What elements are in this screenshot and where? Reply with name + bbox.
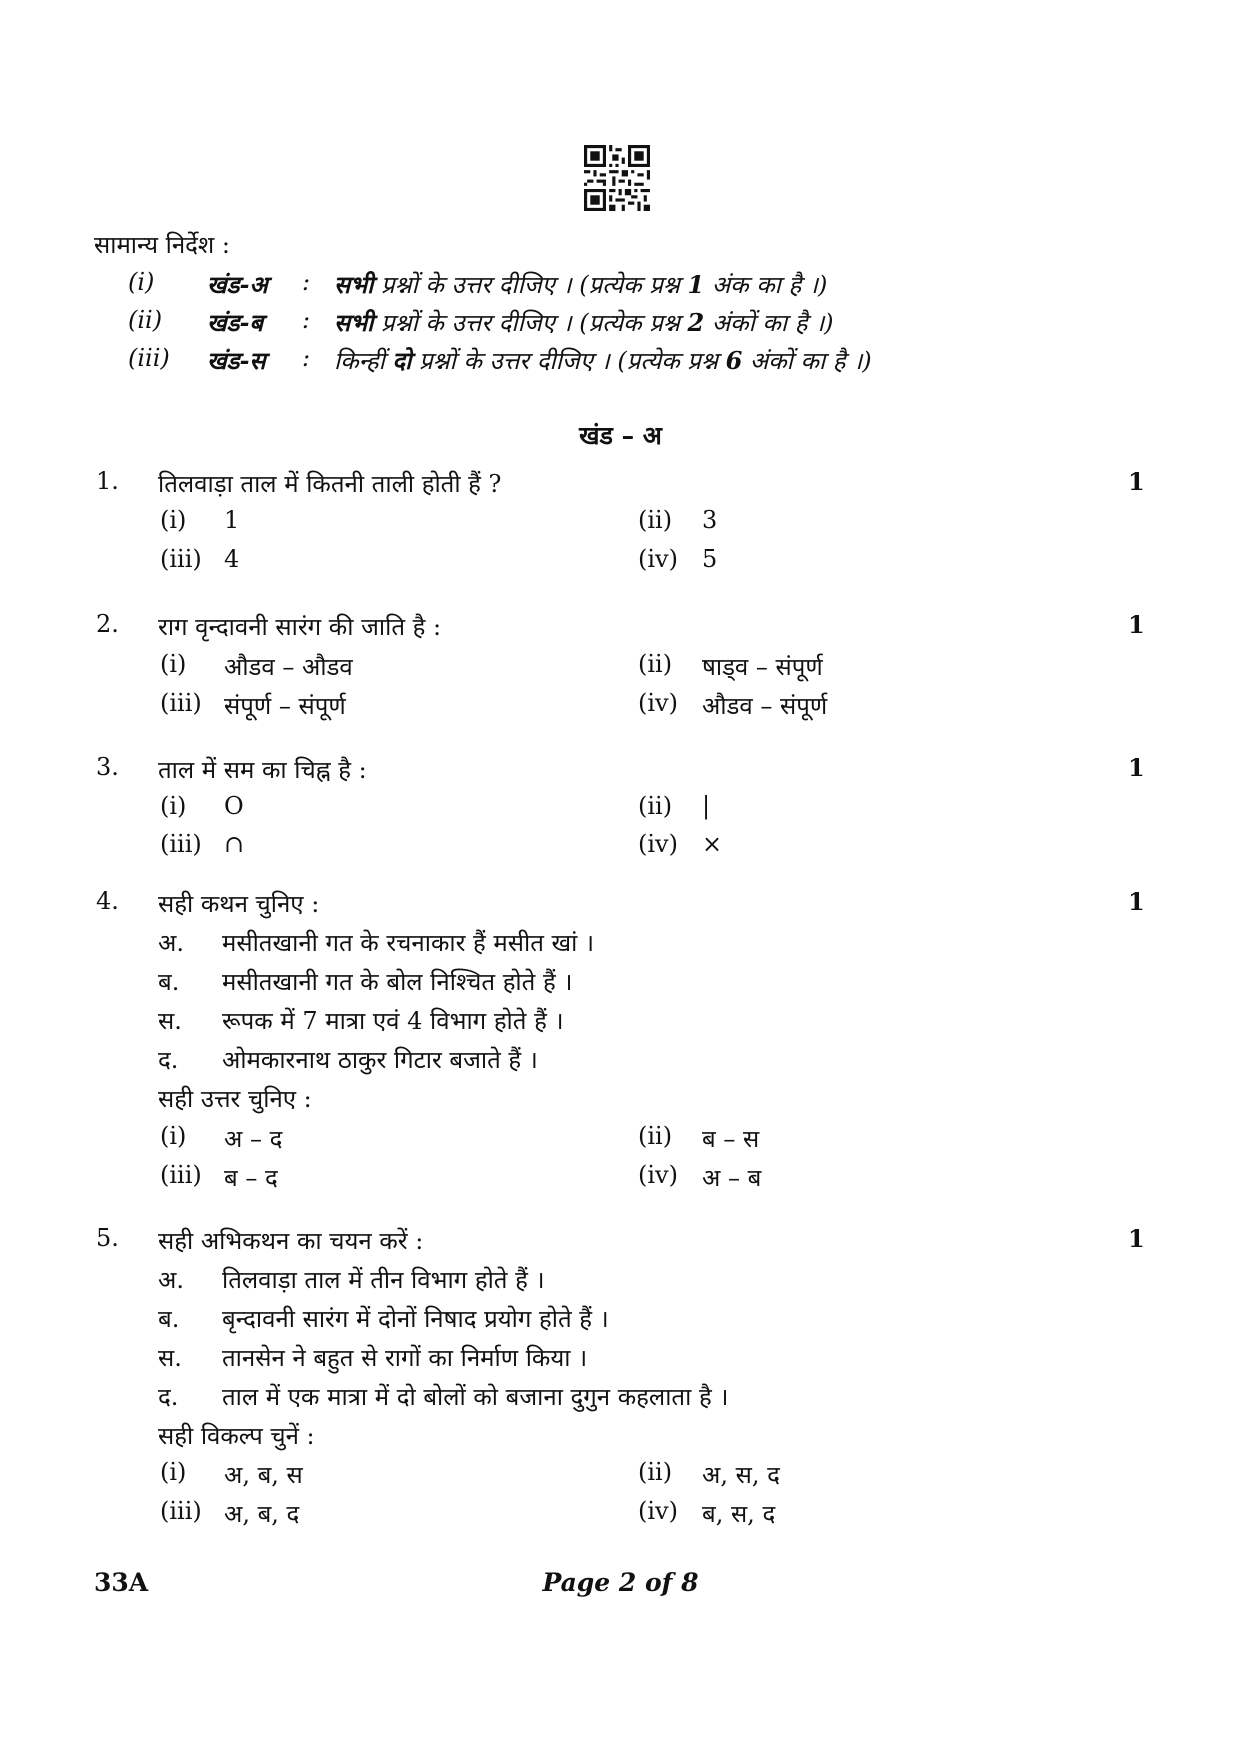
- question-marks: 1: [1128, 753, 1145, 782]
- qr-code-icon: [584, 145, 650, 211]
- instruction-section: खंड-स: [207, 346, 266, 375]
- question-marks: 1: [1128, 467, 1145, 496]
- question-text: तिलवाड़ा ताल में कितनी ताली होती हैं ?: [158, 470, 502, 498]
- paper-code: 33A: [94, 1568, 149, 1597]
- instruction-section: खंड-ब: [207, 308, 264, 337]
- question-text: सही कथन चुनिए :: [158, 890, 320, 918]
- question-number: 5.: [96, 1224, 119, 1252]
- instructions-title: सामान्य निर्देश :: [94, 231, 230, 259]
- question-marks: 1: [1128, 1224, 1145, 1253]
- instruction-colon: :: [302, 268, 311, 296]
- question-number: 2.: [96, 610, 119, 638]
- question-marks: 1: [1128, 610, 1145, 639]
- instruction-text: सभी प्रश्नों के उत्तर दीजिए । (प्रत्येक प्रश्न 1 अंक का है ।): [334, 270, 828, 299]
- instruction-text: किन्हीं दो प्रश्नों के उत्तर दीजिए । (प्रत्येक प्रश्न 6 अंकों का है ।): [334, 346, 872, 375]
- instruction-section: खंड-अ: [207, 270, 268, 299]
- page-number: Page 2 of 8: [542, 1568, 699, 1597]
- instruction-text: सभी प्रश्नों के उत्तर दीजिए । (प्रत्येक प्रश्न 2 अंकों का है ।): [334, 308, 834, 337]
- question-number: 3.: [96, 753, 119, 781]
- question-marks: 1: [1128, 887, 1145, 916]
- answer-prompt: सही उत्तर चुनिए :: [158, 1085, 312, 1113]
- question-number: 1.: [96, 467, 119, 495]
- instruction-colon: :: [302, 306, 311, 334]
- instruction-number: (iii): [128, 344, 170, 372]
- answer-prompt: सही विकल्प चुनें :: [158, 1422, 315, 1450]
- question-text: सही अभिकथन का चयन करें :: [158, 1227, 424, 1255]
- exam-page: सामान्य निर्देश : (i) खंड-अ : सभी प्रश्नों के उत्तर दीजिए । (प्रत्येक प्रश्न 1 अंक का है ।) (ii) खंड-ब : सभी प्रश्नों के उत्तर दीजिए । (प्रत्येक प्रश्न 2 अंकों का है ।) (iii) खंड-स : किन्हीं दो प्रश्नों के उत्तर दीजिए । (प्रत्येक प्रश्न 6 अंकों का है ।) खंड – अ 1. तिलवाड़ा ताल में कितनी ताली होती हैं ? 1 (i) 1 (ii) 3 (iii) 4 (iv) 5 2. राग वृन्दावनी सारंग की जाति है : 1 (i) औडव – औडव (ii) षाड्व – संपूर्ण (iii) संपूर्ण – संपूर्ण (iv) औडव – संपूर्ण 3. ताल में सम का चिह्न है : 1 (i) O (ii) | (iii) ∩ (iv) × 4. सही कथन चुनिए : 1 अ. मसीतखानी गत के रचनाकार हैं मसीत खां । ब. मसीतखानी गत के बोल निश्चित होते हैं । स. रूपक में 7 मात्रा एवं 4 विभाग होते हैं । द. ओमकारनाथ ठाकुर गिटार बजाते हैं । सही उत्तर चुनिए : (i) अ – द (ii) ब – स (iii) ब – द (iv) अ – ब 5. सही अभिकथन का चयन करें : 1 अ. तिलवाड़ा ताल में तीन विभाग होते हैं । ब. बृन्दावनी सारंग में दोनों निषाद प्रयोग होते हैं । स. तानसेन ने बहुत से रागों का निर्माण किया । द. ताल में एक मात्रा में दो बोलों को बजाना दुगुन कहलाता है । सही विकल्प चुनें : (i) अ, ब, स (ii) अ, स, द (iii) अ, ब, द (iv) ब, स, द 33A Page 2 of 8: [0, 0, 1241, 1755]
- instruction-colon: :: [302, 344, 311, 372]
- instruction-number: (i): [128, 268, 155, 296]
- question-number: 4.: [96, 887, 119, 915]
- question-text: ताल में सम का चिह्न है :: [158, 756, 367, 784]
- instruction-number: (ii): [128, 306, 163, 334]
- question-text: राग वृन्दावनी सारंग की जाति है :: [158, 613, 442, 641]
- section-title: खंड – अ: [579, 421, 662, 450]
